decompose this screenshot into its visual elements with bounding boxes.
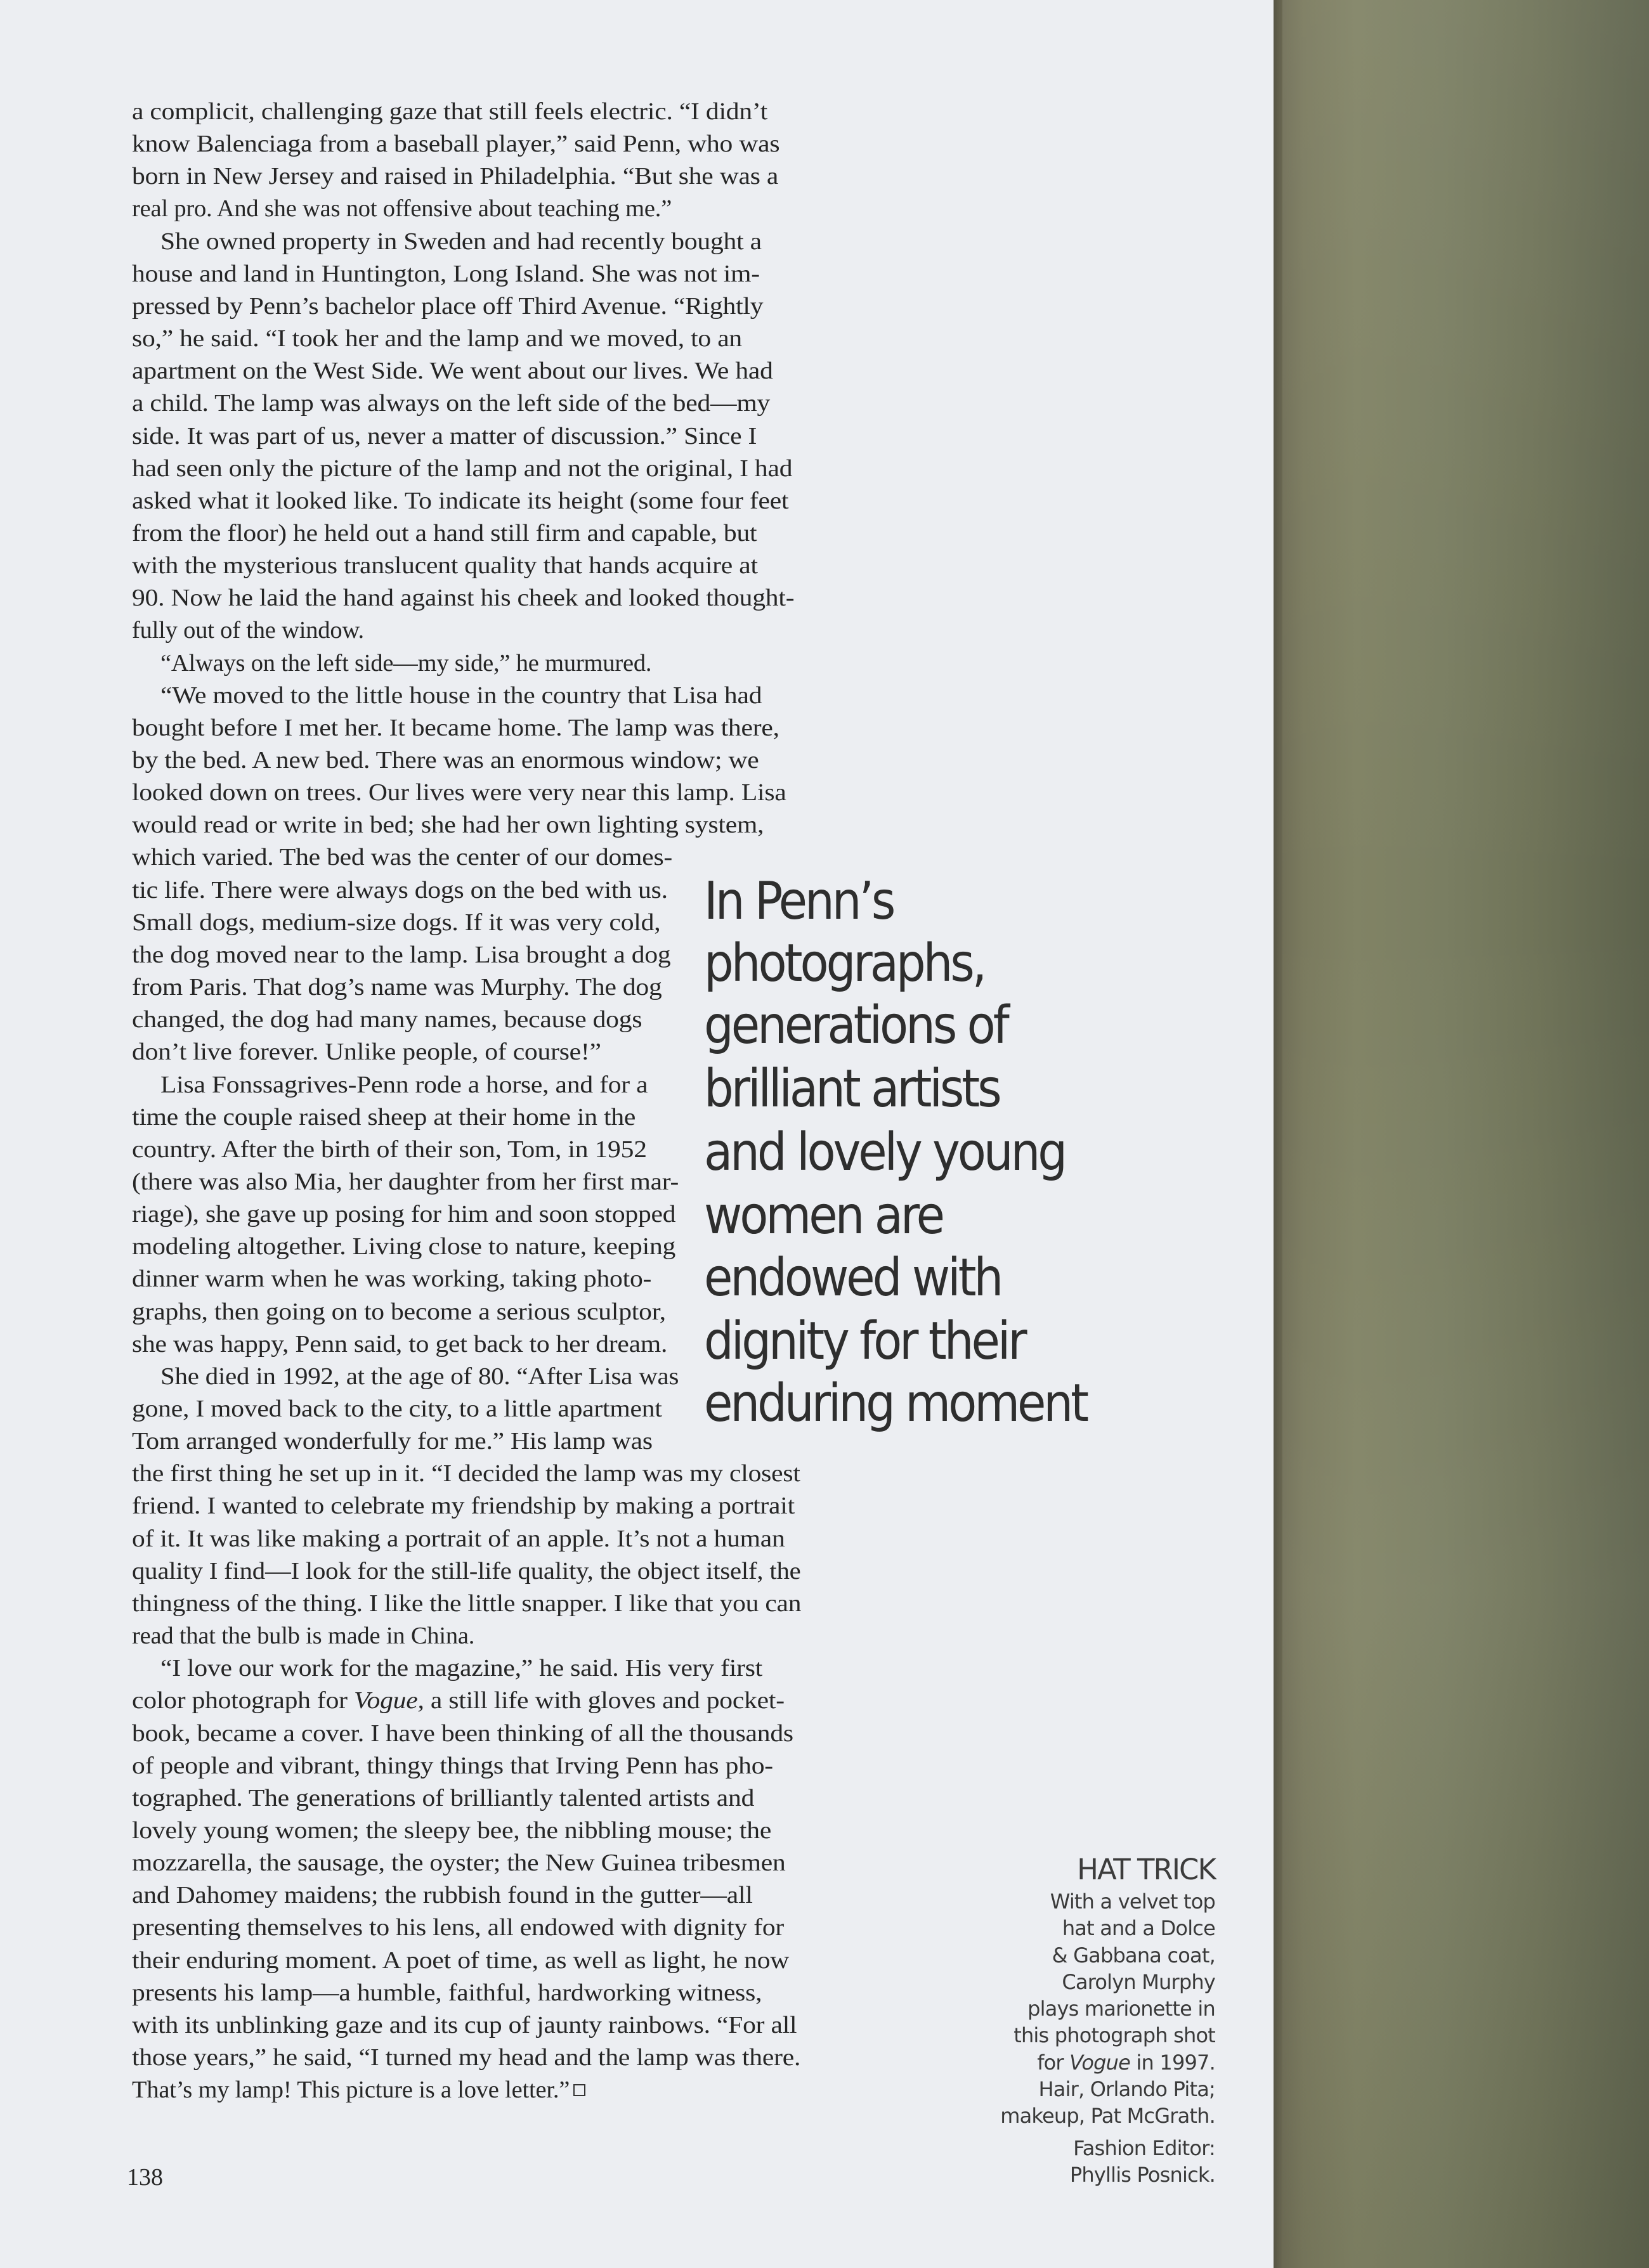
- pull-quote-line: brilliant artists: [704, 1059, 1000, 1119]
- caption-line: this photograph shot: [1014, 2023, 1215, 2048]
- article-line: of people and vibrant, thingy things that Irving Penn has pho-: [132, 1752, 773, 1779]
- article-line: quality I find—I look for the still-life quality, the object itself, the: [132, 1557, 801, 1584]
- article-line: a complicit, challenging gaze that still feels electric. “I didn’t: [132, 98, 768, 125]
- article-line: lovely young women; the sleepy bee, the nibbling mouse; the: [132, 1817, 772, 1844]
- article-line: side. It was part of us, never a matter of discussion.” Since I: [132, 422, 757, 450]
- article-line: with the mysterious translucent quality that hands acquire at: [132, 552, 758, 580]
- article-line: born in New Jersey and raised in Philadelphia. “But she was a: [132, 163, 779, 190]
- article-line: presents his lamp—a humble, faithful, hardworking witness,: [132, 1979, 762, 2006]
- caption-credit: Phyllis Posnick.: [1069, 2162, 1215, 2187]
- caption-line: & Gabbana coat,: [1052, 1943, 1215, 1967]
- pull-quote-line: dignity for their: [704, 1311, 1025, 1371]
- article-line: read that the bulb is made in China.: [132, 1623, 475, 1650]
- article-line: “We moved to the little house in the country that Lisa had: [160, 682, 762, 709]
- article-line: That’s my lamp! This picture is a love letter.”: [132, 2073, 585, 2106]
- article-line: (there was also Mia, her daughter from her first mar-: [132, 1168, 679, 1195]
- article-line: fully out of the window.: [132, 617, 364, 644]
- article-line: color photograph for Vogue, a still life with gloves and pocket-: [132, 1687, 785, 1714]
- article-line: gone, I moved back to the city, to a little apartment: [132, 1396, 662, 1422]
- photograph-edge: [1274, 0, 1649, 2268]
- article-line: country. After the birth of their son, Tom, in 1952: [132, 1136, 647, 1163]
- article-line: looked down on trees. Our lives were very near this lamp. Lisa: [132, 779, 786, 807]
- caption-line: hat and a Dolce: [1062, 1916, 1215, 1941]
- article-line: presenting themselves to his lens, all endowed with dignity for: [132, 1914, 785, 1941]
- article-line: of it. It was like making a portrait of an apple. It’s not a human: [132, 1525, 785, 1552]
- article-line: which varied. The bed was the center of our domes-: [132, 844, 673, 871]
- article-line: house and land in Huntington, Long Island. She was not im-: [132, 260, 760, 287]
- pull-quote-line: women are: [704, 1186, 942, 1246]
- article-line: real pro. And she was not offensive about teaching me.”: [132, 195, 672, 223]
- article-line: don’t live forever. Unlike people, of course!”: [132, 1039, 601, 1066]
- end-mark-icon: [573, 2084, 585, 2096]
- article-line: bought before I met her. It became home. The lamp was there,: [132, 714, 779, 741]
- article-line: their enduring moment. A poet of time, as well as light, he now: [132, 1947, 790, 1974]
- caption-line: plays marionette in: [1027, 1997, 1215, 2021]
- article-line: those years,” he said, “I turned my head and the lamp was there.: [132, 2044, 801, 2071]
- article-line: She died in 1992, at the age of 80. “After Lisa was: [160, 1363, 679, 1390]
- article-line: asked what it looked like. To indicate its height (some four feet: [132, 487, 789, 514]
- pull-quote-line: and lovely young: [704, 1122, 1066, 1183]
- article-line: thingness of the thing. I like the little snapper. I like that you can: [132, 1590, 802, 1617]
- article-line: she was happy, Penn said, to get back to her dream.: [132, 1330, 668, 1358]
- article-line: Tom arranged wonderfully for me.” His lamp was: [132, 1428, 653, 1455]
- caption-line: Hair, Orlando Pita;: [1038, 2077, 1215, 2102]
- article-line: friend. I wanted to celebrate my friendship by making a portrait: [132, 1493, 795, 1520]
- article-line: a child. The lamp was always on the left side of the bed—my: [132, 390, 771, 417]
- photo-caption: [939, 1851, 1215, 2188]
- article-line: would read or write in bed; she had her own lighting system,: [132, 812, 764, 839]
- article-line: so,” he said. “I took her and the lamp and we moved, to an: [132, 325, 743, 353]
- pull-quote-line: In Penn’s: [704, 871, 894, 931]
- pull-quote-line: endowed with: [704, 1248, 1001, 1308]
- article-line: “I love our work for the magazine,” he said. His very first: [160, 1655, 763, 1682]
- caption-line: for Vogue in 1997.: [1037, 2050, 1215, 2075]
- article-line: pressed by Penn’s bachelor place off Third Avenue. “Rightly: [132, 292, 764, 320]
- article-line: tic life. There were always dogs on the bed with us.: [132, 876, 668, 904]
- article-line: apartment on the West Side. We went about our lives. We had: [132, 358, 773, 385]
- article-line: modeling altogether. Living close to nature, keeping: [132, 1233, 676, 1260]
- article-line: the dog moved near to the lamp. Lisa brought a dog: [132, 941, 671, 968]
- article-line: mozzarella, the sausage, the oyster; the New Guinea tribesmen: [132, 1850, 786, 1877]
- caption-line: With a velvet top: [1050, 1889, 1215, 1914]
- article-line: from the floor) he held out a hand still firm and capable, but: [132, 519, 757, 547]
- article-line: from Paris. That dog’s name was Murphy. The dog: [132, 974, 662, 1001]
- article-line: book, became a cover. I have been thinking of all the thousands: [132, 1720, 793, 1747]
- caption-heading: HAT TRICK: [1077, 1853, 1215, 1886]
- pull-quote-line: generations of: [704, 995, 1007, 1056]
- article-line: She owned property in Sweden and had recently bought a: [160, 228, 762, 255]
- caption-line: makeup, Pat McGrath.: [1000, 2104, 1215, 2129]
- caption-line: Carolyn Murphy: [1062, 1969, 1215, 1994]
- article-line: know Balenciaga from a baseball player,” said Penn, who was: [132, 131, 780, 158]
- article-line: had seen only the picture of the lamp and not the original, I had: [132, 455, 793, 482]
- article-line: with its unblinking gaze and its cup of jaunty rainbows. “For all: [132, 2011, 797, 2038]
- page-number: 138: [127, 2164, 163, 2191]
- article-line: time the couple raised sheep at their home in the: [132, 1103, 636, 1131]
- article-line: dinner warm when he was working, taking photo-: [132, 1266, 652, 1293]
- article-line: changed, the dog had many names, because dogs: [132, 1006, 642, 1034]
- article-line: tographed. The generations of brilliantly talented artists and: [132, 1784, 755, 1811]
- article-line: 90. Now he laid the hand against his cheek and looked thought-: [132, 585, 795, 612]
- article-line: riage), she gave up posing for him and soon stopped: [132, 1201, 676, 1228]
- caption-credit: Fashion Editor:: [1073, 2135, 1215, 2160]
- article-line: Small dogs, medium-size dogs. If it was very cold,: [132, 909, 661, 936]
- pull-quote-line: photographs,: [704, 933, 985, 994]
- article-line: “Always on the left side—my side,” he murmured.: [160, 649, 652, 677]
- article-line: the first thing he set up in it. “I decided the lamp was my closest: [132, 1460, 800, 1487]
- article-line: Lisa Fonssagrives-Penn rode a horse, and for a: [160, 1071, 648, 1098]
- article-line: and Dahomey maidens; the rubbish found in the gutter—all: [132, 1882, 753, 1909]
- article-line: by the bed. A new bed. There was an enormous window; we: [132, 747, 759, 774]
- pull-quote-line: enduring moment: [704, 1373, 1087, 1434]
- article-line: graphs, then going on to become a serious sculptor,: [132, 1298, 666, 1325]
